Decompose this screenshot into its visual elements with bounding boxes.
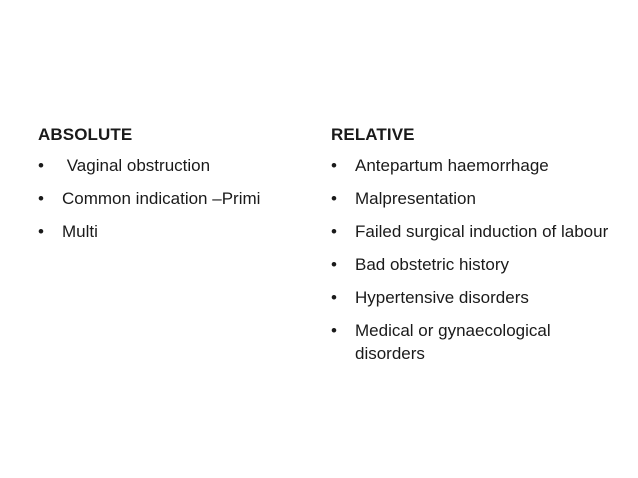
absolute-heading: ABSOLUTE: [38, 125, 133, 144]
list-item-text: Multi: [62, 222, 98, 241]
bullet-icon: •: [331, 222, 337, 241]
relative-list: [331, 154, 611, 365]
absolute-column: [38, 124, 308, 253]
bullet-icon: •: [331, 288, 337, 307]
list-item-text: Malpresentation: [355, 189, 476, 208]
relative-heading: RELATIVE: [331, 125, 415, 144]
bullet-icon: •: [38, 156, 44, 175]
list-item: [38, 154, 308, 177]
list-item: [331, 220, 611, 243]
bullet-icon: •: [331, 156, 337, 175]
list-item-text: Common indication –Primi: [62, 189, 261, 208]
list-item-text: Bad obstetric history: [355, 255, 510, 274]
list-item-text: Failed surgical induction of labour: [355, 222, 609, 241]
relative-column: [331, 124, 611, 375]
bullet-icon: •: [38, 189, 44, 208]
list-item: [331, 187, 611, 210]
bullet-icon: •: [331, 255, 337, 274]
bullet-icon: •: [38, 222, 44, 241]
list-item-text: Medical or gynaecological disorders: [355, 321, 551, 363]
list-item-text: Vaginal obstruction: [62, 156, 211, 175]
list-item: [331, 253, 611, 276]
list-item-text: Hypertensive disorders: [355, 288, 529, 307]
list-item-text: Antepartum haemorrhage: [355, 156, 549, 175]
list-item: [331, 154, 611, 177]
bullet-icon: •: [331, 321, 337, 340]
list-item: [38, 187, 308, 210]
list-item: [331, 286, 611, 309]
list-item: [38, 220, 308, 243]
absolute-list: [38, 154, 308, 243]
bullet-icon: •: [331, 189, 337, 208]
list-item: [331, 319, 611, 365]
